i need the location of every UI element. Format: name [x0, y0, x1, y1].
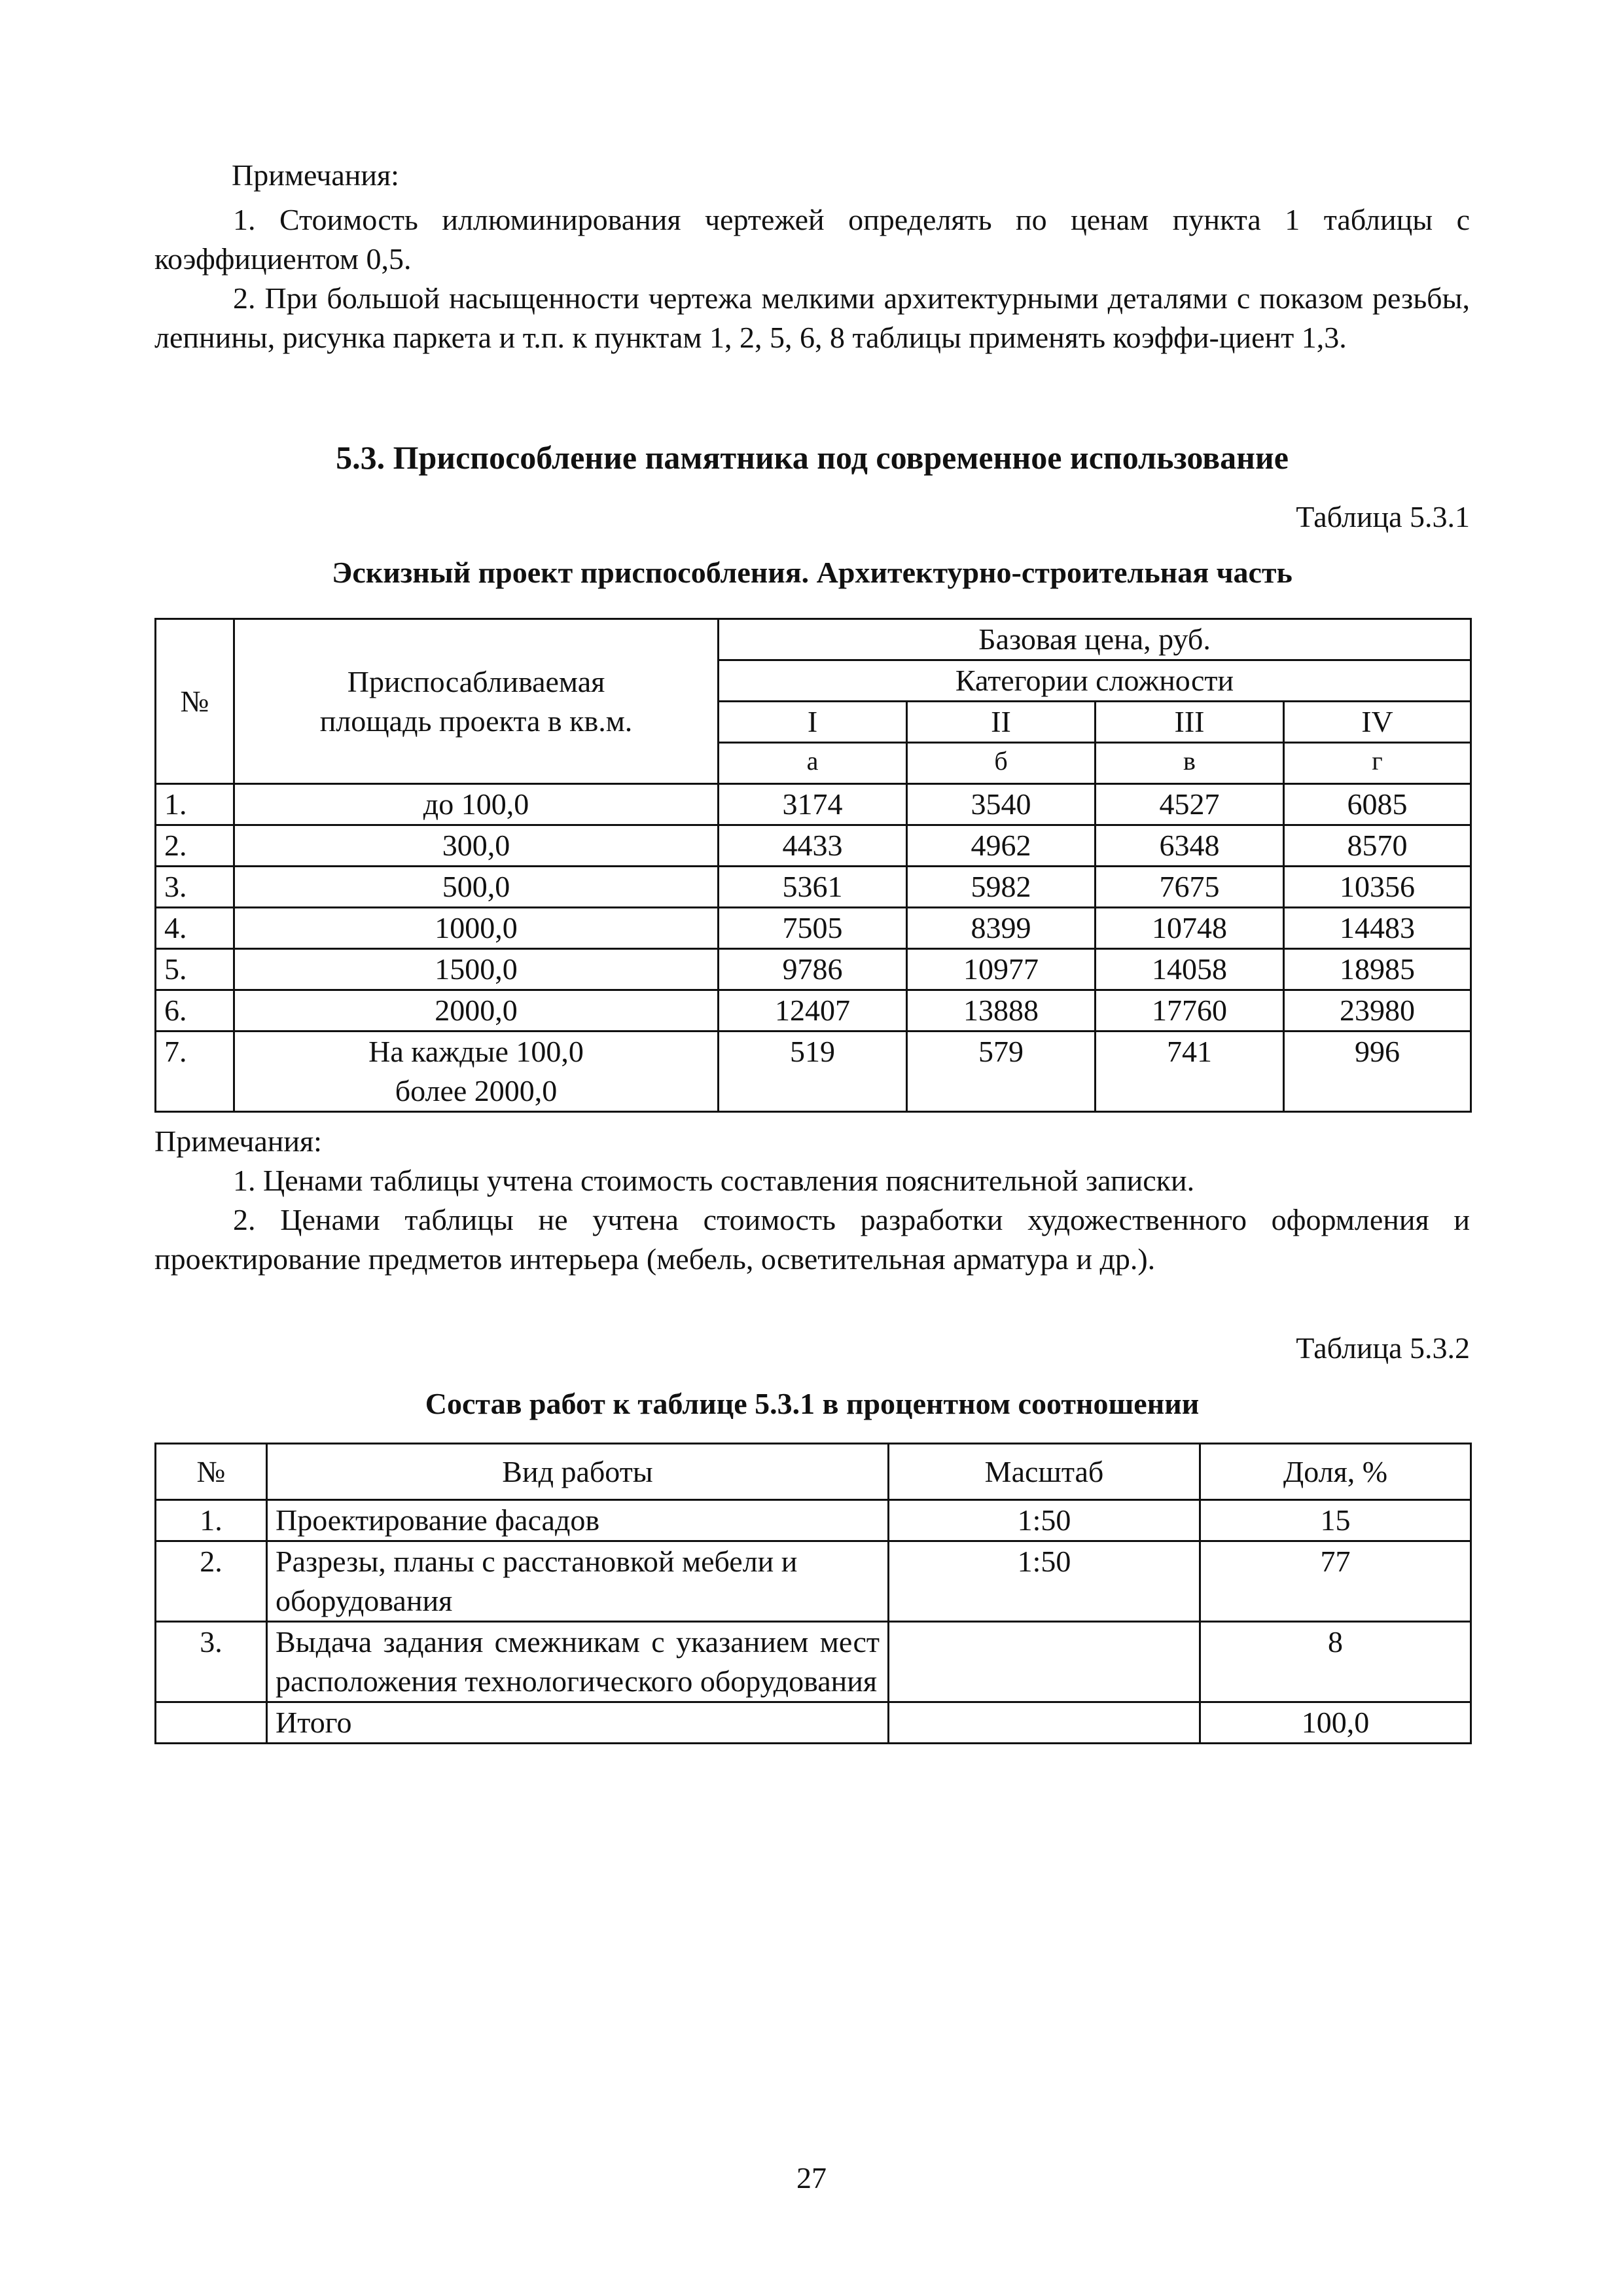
- header-area: Приспосабливаемая площадь проекта в кв.м.: [234, 619, 719, 784]
- row-value: 14483: [1284, 908, 1471, 949]
- row-value: 8570: [1284, 825, 1471, 867]
- column-letter: а: [719, 743, 907, 784]
- row-scale: [889, 1702, 1200, 1744]
- row-value: 579: [907, 1031, 1096, 1112]
- row-value: 519: [719, 1031, 907, 1112]
- row-area: до 100,0: [234, 784, 719, 825]
- column-letter: г: [1284, 743, 1471, 784]
- row-no: 1.: [156, 1500, 267, 1541]
- row-value: 741: [1096, 1031, 1284, 1112]
- row-area: 300,0: [234, 825, 719, 867]
- row-value: 12407: [719, 990, 907, 1031]
- row-value: 7675: [1096, 867, 1284, 908]
- header-categories: Категории сложности: [719, 660, 1471, 702]
- row-value: 3540: [907, 784, 1096, 825]
- row-scale: [889, 1622, 1200, 1702]
- category-header: II: [907, 702, 1096, 743]
- table-row: [156, 784, 1471, 825]
- row-value: 4962: [907, 825, 1096, 867]
- row-value: 5982: [907, 867, 1096, 908]
- row-value: 996: [1284, 1031, 1471, 1112]
- row-value: 4527: [1096, 784, 1284, 825]
- row-value: 17760: [1096, 990, 1284, 1031]
- category-header: III: [1096, 702, 1284, 743]
- row-scale: 1:50: [889, 1500, 1200, 1541]
- row-value: 3174: [719, 784, 907, 825]
- note-item: 1. Стоимость иллюминирования чертежей определять по ценам пункта 1 таблицы с коэффициентом 0,5.: [154, 203, 1470, 276]
- row-value: 13888: [907, 990, 1096, 1031]
- row-value: 8399: [907, 908, 1096, 949]
- table-row: [156, 1031, 1471, 1112]
- table-row: [156, 990, 1471, 1031]
- row-no: 4.: [156, 908, 234, 949]
- column-letter: б: [907, 743, 1096, 784]
- row-value: 10977: [907, 949, 1096, 990]
- table-row: [156, 1702, 1471, 1744]
- table-row: [156, 867, 1471, 908]
- table-caption: Эскизный проект приспособления. Архитектурно-строительная часть: [332, 556, 1293, 589]
- row-value: 23980: [1284, 990, 1471, 1031]
- category-header: I: [719, 702, 907, 743]
- row-work: Итого: [267, 1702, 889, 1744]
- row-area: 500,0: [234, 867, 719, 908]
- row-value: 14058: [1096, 949, 1284, 990]
- row-no: 3.: [156, 1622, 267, 1702]
- row-value: 9786: [719, 949, 907, 990]
- row-value: 5361: [719, 867, 907, 908]
- row-area: 1500,0: [234, 949, 719, 990]
- notes-title: Примечания:: [154, 1124, 322, 1158]
- row-work: Разрезы, планы с расстановкой мебели и оборудования: [267, 1541, 889, 1622]
- row-value: 4433: [719, 825, 907, 867]
- notes-title: Примечания:: [232, 158, 399, 192]
- table-row: [156, 1500, 1471, 1541]
- header-no: №: [156, 619, 234, 784]
- row-value: 18985: [1284, 949, 1471, 990]
- row-no: [156, 1702, 267, 1744]
- table-label: Таблица 5.3.2: [1296, 1331, 1470, 1365]
- table-row: [156, 949, 1471, 990]
- row-share: 15: [1200, 1500, 1471, 1541]
- row-value: 6085: [1284, 784, 1471, 825]
- note-item: 2. При большой насыщенности чертежа мелкими архитектурными деталями с показом резьбы, лепнины, рисунка паркета и т.п. к пунктам 1, 2, 5, 6, 8 таблицы применять коэффи-циент 1,3.: [154, 281, 1470, 354]
- row-area: 1000,0: [234, 908, 719, 949]
- row-share: 77: [1200, 1541, 1471, 1622]
- row-area: На каждые 100,0 более 2000,0: [234, 1031, 719, 1112]
- row-no: 3.: [156, 867, 234, 908]
- row-no: 7.: [156, 1031, 234, 1112]
- table-row: [156, 825, 1471, 867]
- note-item: 2. Ценами таблицы не учтена стоимость разработки художественного оформления и проектирование предметов интерьера (мебель, осветительная арматура и др.).: [154, 1203, 1470, 1276]
- note-item: 1. Ценами таблицы учтена стоимость составления пояснительной записки.: [233, 1164, 1195, 1197]
- row-no: 1.: [156, 784, 234, 825]
- price-table: [154, 618, 1472, 1113]
- row-no: 5.: [156, 949, 234, 990]
- row-scale: 1:50: [889, 1541, 1200, 1622]
- row-no: 2.: [156, 1541, 267, 1622]
- row-no: 2.: [156, 825, 234, 867]
- header-no: №: [156, 1444, 267, 1500]
- row-no: 6.: [156, 990, 234, 1031]
- row-value: 7505: [719, 908, 907, 949]
- table-row: [156, 1622, 1471, 1702]
- work-table: [154, 1443, 1472, 1744]
- row-value: 10748: [1096, 908, 1284, 949]
- table-caption: Состав работ к таблице 5.3.1 в процентном соотношении: [425, 1387, 1200, 1420]
- page-number: 27: [796, 2161, 827, 2195]
- section-heading: 5.3. Приспособление памятника под современное использование: [336, 439, 1289, 476]
- table-row: [156, 908, 1471, 949]
- table-label: Таблица 5.3.1: [1296, 500, 1470, 533]
- row-share: 8: [1200, 1622, 1471, 1702]
- table-row: [156, 1541, 1471, 1622]
- row-value: 10356: [1284, 867, 1471, 908]
- header-share: Доля, %: [1200, 1444, 1471, 1500]
- column-letter: в: [1096, 743, 1284, 784]
- row-work: Выдача задания смежникам с указанием мест расположения технологического оборудования: [267, 1622, 889, 1702]
- header-scale: Масштаб: [889, 1444, 1200, 1500]
- row-area: 2000,0: [234, 990, 719, 1031]
- header-price: Базовая цена, руб.: [719, 619, 1471, 660]
- row-work: Проектирование фасадов: [267, 1500, 889, 1541]
- row-value: 6348: [1096, 825, 1284, 867]
- row-share: 100,0: [1200, 1702, 1471, 1744]
- category-header: IV: [1284, 702, 1471, 743]
- header-work: Вид работы: [267, 1444, 889, 1500]
